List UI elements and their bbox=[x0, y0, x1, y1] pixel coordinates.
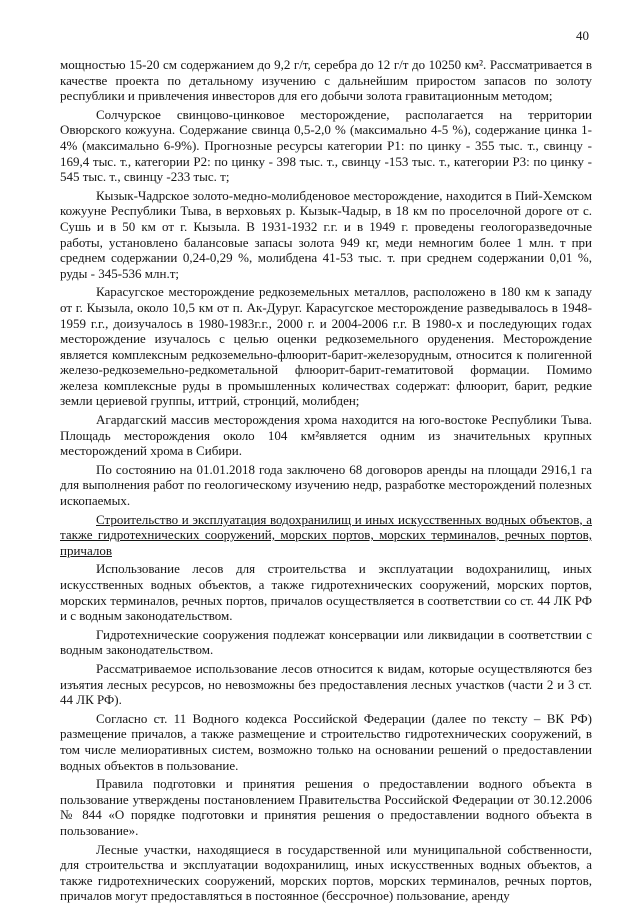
paragraph-forest-use-reservoirs: Использование лесов для строительства и эксплуатации водохранилищ, иных искусственных водных объектов, а также гидротехнических сооружений, морских портов, морских терминалов, речных портов, причалов осуществляется в соответствии со ст. 44 ЛК РФ и с водным законодательством. bbox=[60, 561, 592, 624]
paragraph-karasugskoe-deposit: Карасугское месторождение редкоземельных металлов, расположено в 180 км к западу от г. Кызыла, около 10,5 км от п. Ак-Дуруг. Карасугское месторождение разведывалось в 1948-1959 г.г., доизучалось в 1980-1983г.г., 2000 г. и 2004-2006 г.г. В 1980-х и последующих годах месторождение изучалось с целью оценки редкоземельного оруденения. Месторождение является комплексным редкоземельно-флюорит-барит-железорудным, относится к полигенной железо-редкоземельно-редкометальной флюорит-барит-гематитовой формации. Помимо железа комплексные руды в промышленных количествах содержат: флюорит, барит, редкие земли цериевой группы, иттрий, стронций, молибден; bbox=[60, 284, 592, 409]
paragraph-forest-plots-lease: Лесные участки, находящиеся в государственной или муниципальной собственности, для строительства и эксплуатации водохранилищ, иных искусственных водных объектов, а также гидротехнических сооружений, морских портов, морских терминалов, речных портов, причалов могут предоставляться в постоянное (бессрочное) пользование, аренду bbox=[60, 841, 592, 904]
paragraph-no-withdrawal: Рассматриваемое использование лесов относится к видам, которые осуществляются без изъятия лесных ресурсов, но невозможны без предоставления лесных участков (части 2 и 3 ст. 44 ЛК РФ). bbox=[60, 660, 592, 708]
paragraph-agardagsky-chrome: Агардагский массив месторождения хрома находится на юго-востоке Республики Тыва. Площадь месторождения около 104 км²является одним из значительных крупных месторождений хрома в Сибири. bbox=[60, 412, 592, 459]
paragraph-water-code-article-11: Согласно ст. 11 Водного кодекса Российской Федерации (далее по тексту – ВК РФ) размещение причалов, а также размещение и строительство гидротехнических сооружений, в том числе мелиоративных систем, возможно только на основании решений о предоставлении водных объектов в пользование. bbox=[60, 710, 592, 773]
section-heading-hydraulic-structures: Строительство и эксплуатация водохранилищ и иных искусственных водных объектов, а также гидротехнических сооружений, морских портов, морских терминалов, речных портов, причалов bbox=[60, 511, 592, 558]
paragraph-rules-decision: Правила подготовки и принятия решения о предоставлении водного объекта в пользование утверждены постановлением Правительства Российской Федерации от 30.12.2006 № 844 «О порядке подготовки и принятия решения о предоставлении водного объекта в пользование». bbox=[60, 776, 592, 838]
paragraph-conservation-liquidation: Гидротехнические сооружения подлежат консервации или ликвидации в соответствии с водным законодательством. bbox=[60, 626, 592, 658]
document-body bbox=[60, 57, 592, 907]
page-number: 40 bbox=[576, 28, 589, 43]
paragraph-kyzyk-chadrskoe-deposit: Кызык-Чадрское золото-медно-молибденовое месторождение, находится в Пий-Хемском кожууне Республики Тыва, в верховьях р. Кызык-Чадыр, в 18 км по проселочной дороге от с. Сушь и в 50 км от г. Кызыла. В 1931-1932 г.г. и в 1949 г. проведены геологоразведочные работы, установлено балансовые запасы золота 949 кг, меди немногим более 1 млн. т при среднем содержании 0,24-0,29 %, молибдена 41-53 тыс. т. при среднем содержании 0,01 %, руды - 345-536 млн.т; bbox=[60, 187, 592, 281]
paragraph-lease-agreements: По состоянию на 01.01.2018 года заключено 68 договоров аренды на площади 2916,1 га для выполнения работ по геологическому изучению недр, разработке месторождений полезных ископаемых. bbox=[60, 461, 592, 509]
paragraph-zolotoe-continuation: мощностью 15-20 см содержанием до 9,2 г/т, серебра до 12 г/т до 10250 км². Рассматривается в качестве проекта по детальному изучению с дальнейшим приростом запасов по золоту республики и привлечения инвесторов для его добычи золота гравитационным методом; bbox=[60, 57, 592, 104]
paragraph-solchurskoe-deposit: Солчурское свинцово-цинковое месторождение, располагается на территории Овюрского кожууна. Содержание свинца 0,5-2,0 % (максимально 4-5 %), содержание цинка 1-4% (максимально 6-9%). Прогнозные ресурсы категории Р1: по цинку - 355 тыс. т., свинцу - 169,4 тыс. т., категории Р2: по цинку - 398 тыс. т., свинцу -153 тыс. т., категории Р3: по цинку - 545 тыс. т., свинцу -233 тыс. т; bbox=[60, 106, 592, 185]
